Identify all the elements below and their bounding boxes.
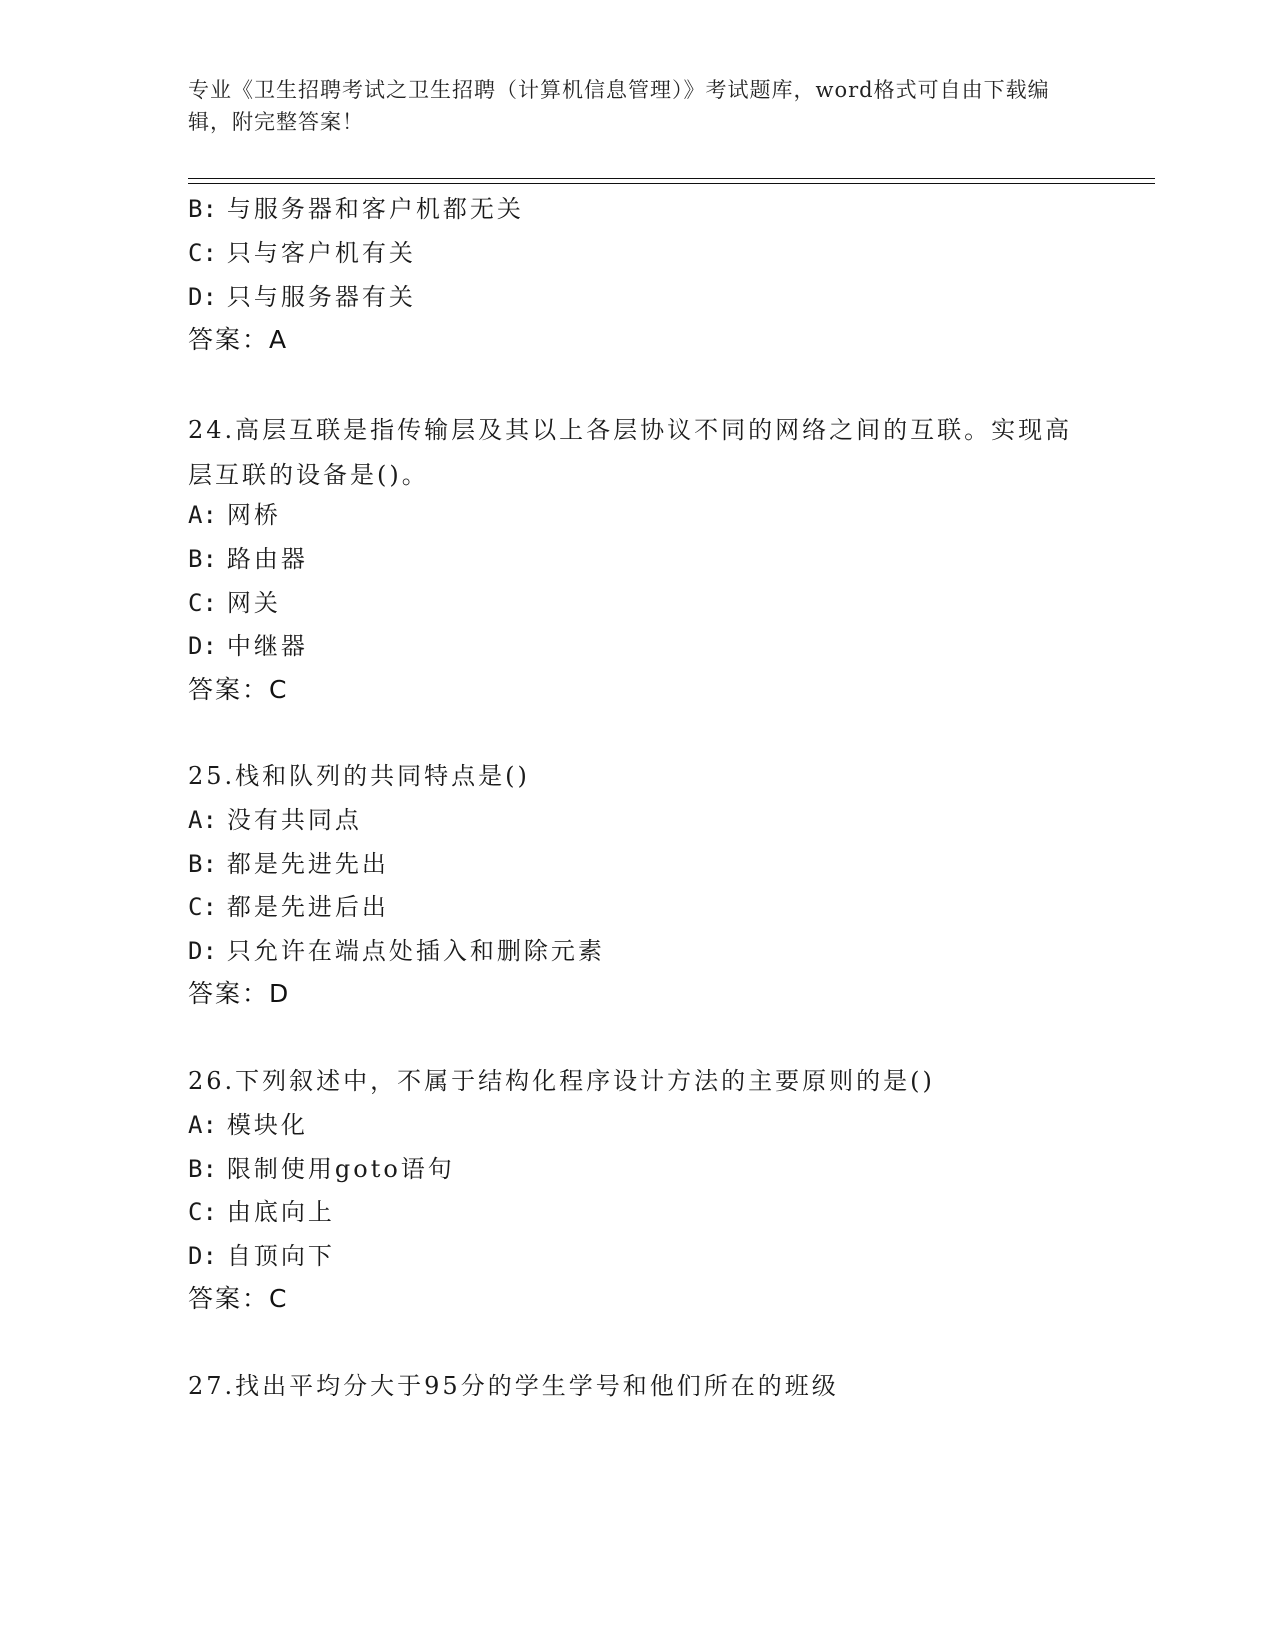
q24-answer: 答案：C — [188, 675, 289, 704]
q25-option-d — [188, 934, 605, 968]
q25-option-b — [188, 847, 389, 881]
option-prefix: C: — [188, 893, 217, 921]
option-text: 都是先进后出 — [226, 893, 389, 921]
option-prefix: A: — [188, 501, 217, 529]
option-prefix: B: — [188, 195, 217, 223]
option-text: 只允许在端点处插入和删除元素 — [226, 937, 605, 965]
q26-option-d — [188, 1239, 335, 1273]
q23-option-d — [188, 280, 416, 314]
option-text: 模块化 — [226, 1111, 308, 1139]
q25-option-c — [188, 890, 389, 924]
option-text: 中继器 — [226, 632, 308, 660]
option-prefix: B: — [188, 545, 217, 573]
q25-answer: 答案：D — [188, 979, 291, 1008]
option-text: 自顶向下 — [226, 1242, 335, 1270]
option-text: 路由器 — [226, 545, 308, 573]
q24-option-c — [188, 586, 281, 620]
option-text: 没有共同点 — [226, 806, 362, 834]
option-text: 网关 — [226, 589, 281, 617]
option-prefix: B: — [188, 850, 217, 878]
q24-option-b — [188, 542, 308, 576]
option-text: 只与服务器有关 — [226, 283, 416, 311]
document-header: 专业《卫生招聘考试之卫生招聘（计算机信息管理）》考试题库，word格式可自由下载编辑，附完整答案！ — [188, 78, 1050, 134]
option-text: 与服务器和客户机都无关 — [226, 195, 524, 223]
option-prefix: A: — [188, 1111, 217, 1139]
q24-option-a — [188, 498, 281, 532]
option-prefix: B: — [188, 1155, 217, 1183]
option-prefix: D: — [188, 937, 217, 965]
q27-question: 27.找出平均分大于95分的学生学号和他们所在的班级 — [188, 1372, 839, 1400]
option-prefix: C: — [188, 589, 217, 617]
option-text: 网桥 — [226, 501, 281, 529]
q25-question: 25.栈和队列的共同特点是() — [188, 762, 530, 790]
header-divider-top — [188, 178, 1155, 179]
q23-answer: 答案：A — [188, 325, 289, 354]
q23-option-b — [188, 192, 524, 226]
option-prefix: A: — [188, 806, 217, 834]
option-text: 都是先进先出 — [226, 850, 389, 878]
q26-question: 26.下列叙述中，不属于结构化程序设计方法的主要原则的是() — [188, 1067, 935, 1095]
q26-option-c — [188, 1195, 335, 1229]
q26-answer: 答案：C — [188, 1284, 289, 1313]
q25-option-a — [188, 803, 362, 837]
q24-question: 24.高层互联是指传输层及其以上各层协议不同的网络之间的互联。实现高层互联的设备是()。 — [188, 416, 1073, 489]
option-prefix: C: — [188, 1198, 217, 1226]
q23-option-c — [188, 236, 416, 270]
option-text: 限制使用goto语句 — [226, 1155, 455, 1183]
q26-option-a — [188, 1108, 308, 1142]
header-divider-bottom — [188, 183, 1155, 184]
option-prefix: D: — [188, 632, 217, 660]
option-text: 由底向上 — [226, 1198, 335, 1226]
option-prefix: D: — [188, 1242, 217, 1270]
option-prefix: C: — [188, 239, 217, 267]
q24-option-d — [188, 629, 308, 663]
option-prefix: D: — [188, 283, 217, 311]
option-text: 只与客户机有关 — [226, 239, 416, 267]
q26-option-b — [188, 1152, 455, 1186]
